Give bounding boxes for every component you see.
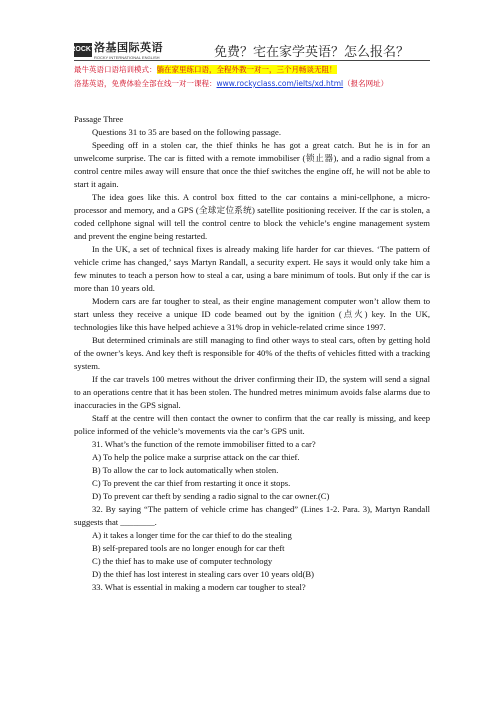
question-33-stem: 33. What is essential in making a modern car tougher to steal?: [92, 582, 306, 592]
promo-highlight-3: 三个月畅谈无阻！: [276, 65, 337, 74]
logo-english-name: ROCKY INTERNATIONAL ENGLISH: [94, 55, 160, 60]
passage-paragraph: If the car travels 100 metres without the driver confirming their ID, the system will send a signal to an operations centre that it has been stolen. The hundred metres minimum avoids false alarms due to inaccuracies in the GPS signal.: [74, 374, 430, 410]
promo-highlight-2: 全程外教一对一，: [216, 65, 277, 74]
header-divider: [74, 60, 430, 61]
passage-title: Passage Three: [74, 114, 124, 124]
question-31-stem: 31. What’s the function of the remote immobiliser fitted to a car?: [92, 439, 316, 449]
promo-highlight-1: 躺在家里练口语，: [156, 65, 217, 74]
passage-intro: Questions 31 to 35 are based on the following passage.: [92, 127, 282, 137]
promo-line-1: 最牛英语口语培训模式：躺在家里练口语，全程外教一对一，三个月畅谈无阻！: [74, 65, 337, 74]
rocky-logo-icon: ROCKY: [74, 43, 92, 57]
passage-content: [74, 113, 430, 594]
question-31-option: B) To allow the car to lock automatically when stolen.: [92, 465, 279, 475]
passage-paragraph: Speeding off in a stolen car, the thief thinks he has got a great catch. But he is in for an unwelcome surprise. The car is fitted with a remote immobiliser (锁止器), and a radio signal from a control centre miles away will ensure that once the thief switches the engine off, he will not be able to start it again.: [74, 140, 430, 189]
passage-paragraph: The idea goes like this. A control box fitted to the car contains a mini-cellphone, a micro-processor and memory, and a GPS (全球定位系统) satellite positioning receiver. If the car is stolen, a coded cellphone signal will tell the control centre to block the vehicle’s engine management system and prevent the engine being restarted.: [74, 192, 430, 241]
passage-paragraph: But determined criminals are still managing to find other ways to steal cars, often by getting hold of the owner’s keys. And key theft is responsible for 40% of the thefts of vehicles fitted with a tracking system.: [74, 335, 430, 371]
question-32-stem: 32. By saying “The pattern of vehicle crime has changed” (Lines 1-2. Para. 3), Martyn Randall suggests that ________.: [74, 504, 430, 527]
question-31-option: C) To prevent the car thief from restarting it once it stops.: [92, 478, 291, 488]
passage-paragraph: Staff at the centre will then contact the owner to confirm that the car really is missing, and keep police informed of the vehicle’s movements via the car’s GPS unit.: [74, 413, 430, 436]
question-31-option: A) To help the police make a surprise attack on the car thief.: [92, 452, 300, 462]
passage-paragraph: In the UK, a set of technical fixes is already making life harder for car thieves. ‘The pattern of vehicle crime has changed,’ says Martyn Randall, a security expert. He says it would only take him a few minutes to teach a person how to steal a car, using a bare minimum of tools. But only if the car is more than 10 years old.: [74, 244, 430, 293]
page-header: [70, 39, 434, 61]
passage-paragraph: Modern cars are far tougher to steal, as their engine management computer won’t allow them to start unless they receive a unique ID code beamed out by the ignition (点火) key. In the UK, technologies like this have helped achieve a 31% drop in vehicle-related crime since 1997.: [74, 296, 430, 332]
question-32-option: B) self-prepared tools are no longer enough for car theft: [92, 543, 285, 553]
question-32-option: A) it takes a longer time for the car thief to do the stealing: [92, 530, 292, 540]
question-32-option: D) the thief has lost interest in stealing cars over 10 years old(B): [92, 569, 314, 579]
question-31-option: D) To prevent car theft by sending a radio signal to the car owner.(C): [92, 491, 330, 501]
question-32-option: C) the thief has to make use of computer technology: [92, 556, 273, 566]
signup-link[interactable]: www.rockyclass.com/ielts/xd.html: [216, 79, 344, 88]
logo-chinese-name: 洛基国际英语: [94, 41, 163, 54]
promo-line-2: 洛基英语，免费体验全部在线一对一课程：www.rockyclass.com/ielts/xd.html（报名网址）: [74, 79, 389, 88]
rocky-logo[interactable]: [70, 39, 163, 60]
header-slogan: 免费？宅在家学英语？怎么报名？: [214, 45, 410, 60]
